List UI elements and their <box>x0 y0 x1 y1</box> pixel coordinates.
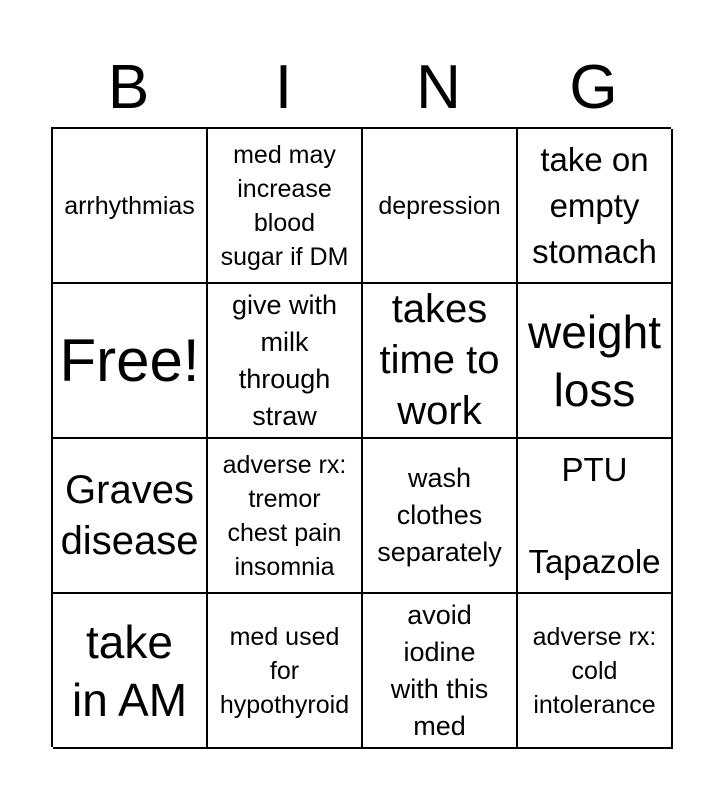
bingo-cell[interactable] <box>363 284 518 439</box>
header-letter-g: G <box>569 53 618 122</box>
bingo-cell[interactable] <box>53 439 208 594</box>
bingo-cell[interactable] <box>208 594 363 749</box>
bingo-cell[interactable] <box>363 594 518 749</box>
cell-text: arrhythmias <box>64 191 195 220</box>
free-space-cell[interactable] <box>53 284 208 439</box>
bingo-cell[interactable] <box>518 439 673 594</box>
bingo-cell[interactable] <box>53 594 208 749</box>
bingo-cell[interactable] <box>208 284 363 439</box>
bingo-cell[interactable] <box>518 129 673 284</box>
header-letter-b: B <box>107 53 150 122</box>
bingo-cell[interactable] <box>363 439 518 594</box>
bingo-cell[interactable] <box>208 129 363 284</box>
cell-text: Graves disease <box>60 467 199 563</box>
bingo-cell[interactable] <box>518 594 673 749</box>
cell-text: take on empty stomach <box>532 140 657 270</box>
cell-text: adverse rx: tremor chest pain insomnia <box>222 450 347 581</box>
cell-text: med used for hypothyroid <box>219 622 350 719</box>
header-letter-n: N <box>416 53 461 122</box>
cell-text: take in AM <box>71 615 188 726</box>
cell-text: weight loss <box>528 305 661 416</box>
bingo-cell[interactable] <box>208 439 363 594</box>
bingo-header <box>51 50 671 126</box>
cell-text: give with milk through straw <box>231 289 338 431</box>
cell-text: wash clothes separately <box>377 463 502 567</box>
free-space-text: Free! <box>59 326 200 394</box>
bingo-board <box>51 127 671 747</box>
cell-text: takes time to work <box>379 287 500 433</box>
bingo-cell[interactable] <box>53 129 208 284</box>
cell-text: adverse rx: cold intolerance <box>532 622 657 719</box>
cell-text: PTU Tapazole <box>528 450 661 580</box>
cell-text: med may increase blood sugar if DM <box>220 140 349 271</box>
cell-text: avoid iodine with this med <box>390 599 489 741</box>
bingo-cell[interactable] <box>518 284 673 439</box>
bingo-cell[interactable] <box>363 129 518 284</box>
header-letter-i: I <box>274 53 293 122</box>
cell-text: depression <box>378 191 501 220</box>
